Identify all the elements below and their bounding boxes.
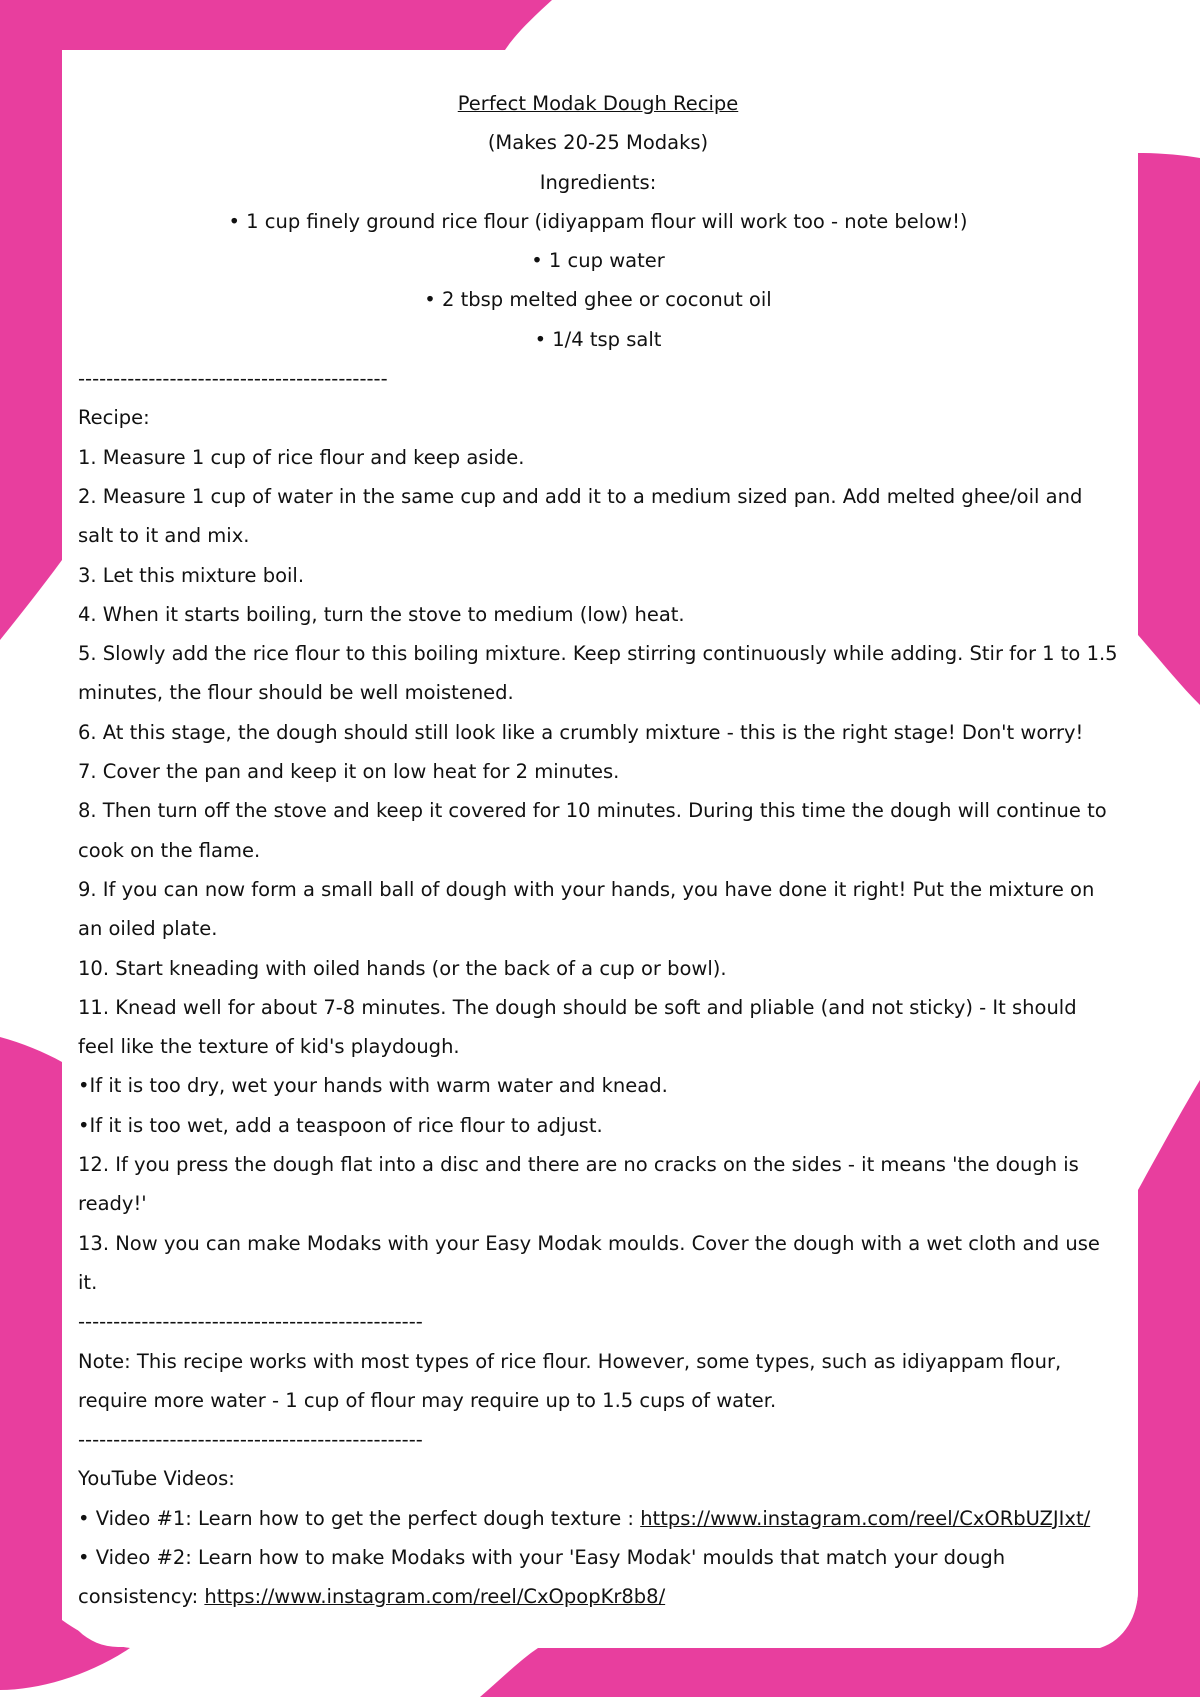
video-description: • Video #2: Learn how to make Modaks with your 'Easy Modak' moulds that match your dough consistency: xyxy=(78,1545,1006,1609)
recipe-note: Note: This recipe works with most types of rice flour. However, some types, such as idiyappam flour, require more water - 1 cup of flour may require up to 1.5 cups of water. xyxy=(78,1349,1062,1412)
recipe-step: 1. Measure 1 cup of rice flour and keep aside. xyxy=(78,445,525,469)
right-upper-blob xyxy=(1138,153,1200,705)
separator: ------------------------------------------------- xyxy=(78,1428,423,1452)
recipe-yield: (Makes 20-25 Modaks) xyxy=(487,131,709,155)
top-left-blob xyxy=(0,0,552,50)
video-description: • Video #1: Learn how to get the perfect dough texture : xyxy=(78,1506,641,1530)
videos-heading: YouTube Videos: xyxy=(78,1467,235,1491)
page-title: Perfect Modak Dough Recipe xyxy=(457,92,739,115)
recipe-step: 6. At this stage, the dough should still look like a crumbly mixture - this is the right stage! Don't worry! xyxy=(78,720,1084,744)
recipe-step: 11. Knead well for about 7-8 minutes. The dough should be soft and pliable (and not sticky) - It should feel like the texture of kid's playdough. xyxy=(78,995,1077,1059)
recipe-step: 5. Slowly add the rice flour to this boiling mixture. Keep stirring continuously while adding. Stir for 1 to 1.5 minutes, the flour should be well moistened. xyxy=(78,642,1118,705)
separator: ------------------------------------------------- xyxy=(78,1310,423,1334)
video-item-2 xyxy=(78,1538,1118,1617)
separator: -------------------------------------------- xyxy=(78,367,388,391)
ingredient-item: • 2 tbsp melted ghee or coconut oil xyxy=(424,288,772,312)
ingredients-heading: Ingredients: xyxy=(539,170,657,194)
video-link-2[interactable]: https://www.instagram.com/reel/CxOpopKr8b8/ xyxy=(204,1585,666,1609)
ingredient-item: • 1/4 tsp salt xyxy=(534,327,662,351)
recipe-step: 7. Cover the pan and keep it on low heat for 2 minutes. xyxy=(78,760,620,784)
recipe-step: 13. Now you can make Modaks with your Easy Modak moulds. Cover the dough with a wet cloth and use it. xyxy=(78,1231,1100,1294)
video-link-1[interactable]: https://www.instagram.com/reel/CxORbUZJIxt/ xyxy=(640,1506,1091,1530)
ingredient-item: • 1 cup finely ground rice flour (idiyappam flour will work too - note below!) xyxy=(228,209,968,233)
recipe-tip: •If it is too dry, wet your hands with warm water and knead. xyxy=(78,1074,668,1098)
recipe-step: 12. If you press the dough flat into a disc and there are no cracks on the sides - it means 'the dough is ready!' xyxy=(78,1153,1079,1216)
recipe-tip: •If it is too wet, add a teaspoon of rice flour to adjust. xyxy=(78,1113,603,1137)
recipe-heading: Recipe: xyxy=(78,406,150,430)
recipe-step: 4. When it starts boiling, turn the stove to medium (low) heat. xyxy=(78,602,685,626)
recipe-step: 10. Start kneading with oiled hands (or the back of a cup or bowl). xyxy=(78,956,727,980)
recipe-step: 2. Measure 1 cup of water in the same cup and add it to a medium sized pan. Add melted ghee/oil and salt to it and mix. xyxy=(78,484,1083,548)
left-upper-blob xyxy=(0,0,62,640)
ingredient-item: • 1 cup water xyxy=(531,249,665,273)
recipe-step: 8. Then turn off the stove and keep it covered for 10 minutes. During this time the dough will continue to cook on the flame. xyxy=(78,799,1107,862)
recipe-step: 3. Let this mixture boil. xyxy=(78,563,305,587)
recipe-step: 9. If you can now form a small ball of dough with your hands, you have done it right! Put the mixture on an oiled plate. xyxy=(78,877,1095,941)
video-item-1 xyxy=(78,1499,1118,1538)
recipe-document xyxy=(78,84,1118,1617)
